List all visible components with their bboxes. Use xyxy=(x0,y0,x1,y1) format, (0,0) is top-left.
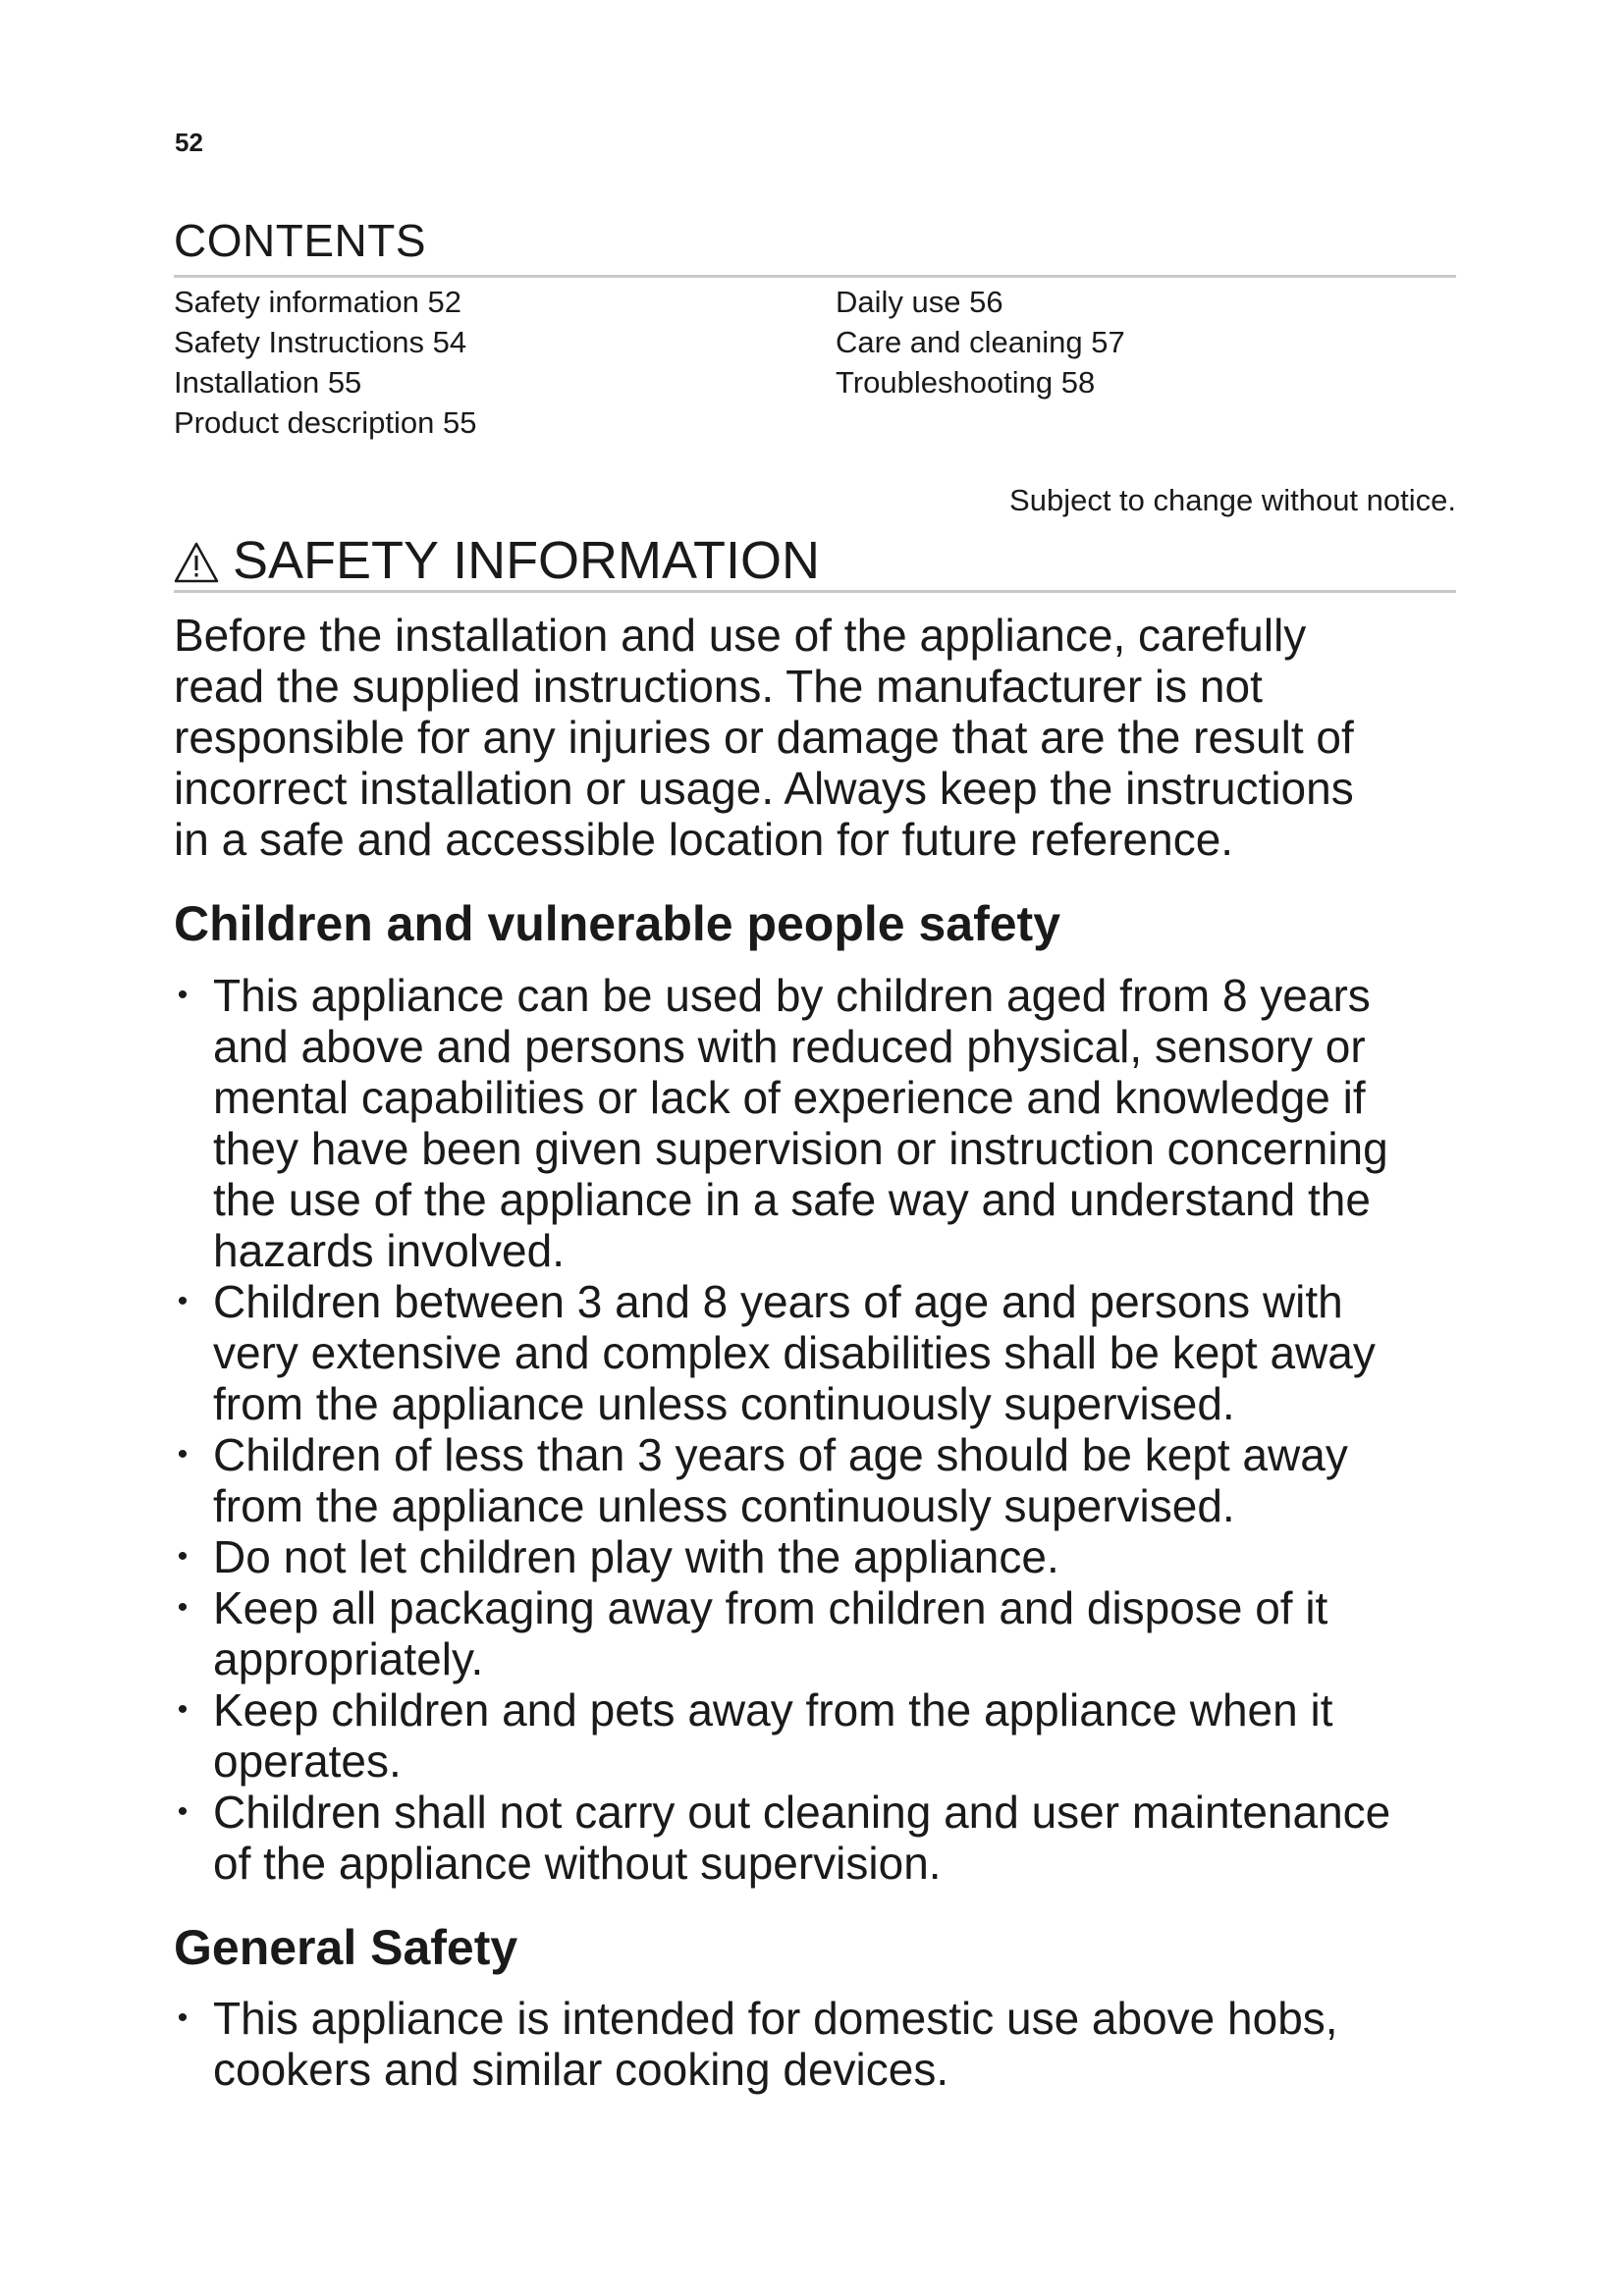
contents-title: CONTENTS xyxy=(174,215,426,266)
bullet-line: Children of less than 3 years of age should be kept away xyxy=(213,1429,1348,1480)
bullet-line: Children between 3 and 8 years of age and persons with xyxy=(213,1276,1343,1327)
bullet-line: appropriately. xyxy=(213,1633,484,1684)
bullet-line: the use of the appliance in a safe way and understand the xyxy=(213,1174,1371,1225)
general-safety-heading: General Safety xyxy=(174,1920,518,1975)
bullet-icon: • xyxy=(177,2002,189,2034)
bullet-line: of the appliance without supervision. xyxy=(213,1838,942,1889)
bullet-line: This appliance can be used by children aged from 8 years xyxy=(213,970,1371,1021)
bullet-line: Keep children and pets away from the appliance when it xyxy=(213,1684,1333,1735)
safety-information-title: SAFETY INFORMATION xyxy=(233,531,821,590)
bullet-line: cookers and similar cooking devices. xyxy=(213,2044,949,2095)
list-item xyxy=(172,970,1390,1276)
bullet-line: This appliance is intended for domestic use above hobs, xyxy=(213,1993,1338,2044)
bullet-line: Keep all packaging away from children and dispose of it xyxy=(213,1582,1328,1633)
bullet-line: from the appliance unless continuously supervised. xyxy=(213,1378,1235,1429)
toc-item[interactable]: Troubleshooting 58 xyxy=(836,365,1096,400)
bullet-icon: • xyxy=(177,1693,189,1726)
intro-line: in a safe and accessible location for future reference. xyxy=(174,814,1234,865)
list-item xyxy=(172,1787,1390,1889)
children-safety-list xyxy=(172,970,1390,1889)
intro-line: read the supplied instructions. The manufacturer is not xyxy=(174,661,1263,712)
bullet-line: operates. xyxy=(213,1735,402,1787)
intro-line: incorrect installation or usage. Always keep the instructions xyxy=(174,763,1354,814)
list-item xyxy=(172,1429,1390,1531)
toc-item[interactable]: Safety information 52 xyxy=(174,285,461,319)
bullet-line: mental capabilities or lack of experience and knowledge if xyxy=(213,1072,1366,1123)
bullet-icon: • xyxy=(177,1540,189,1573)
contents-divider xyxy=(174,275,1456,278)
page-number: 52 xyxy=(175,128,203,157)
list-item xyxy=(172,1276,1390,1429)
safety-information-heading xyxy=(174,530,820,591)
toc-item[interactable]: Care and cleaning 57 xyxy=(836,325,1125,359)
bullet-line: they have been given supervision or instruction concerning xyxy=(213,1123,1388,1174)
toc-item[interactable]: Daily use 56 xyxy=(836,285,1003,319)
bullet-icon: • xyxy=(177,1285,189,1317)
intro-line: responsible for any injuries or damage that are the result of xyxy=(174,712,1354,763)
bullet-icon: • xyxy=(177,1438,189,1470)
warning-triangle-icon xyxy=(174,542,219,583)
bullet-line: very extensive and complex disabilities shall be kept away xyxy=(213,1327,1376,1378)
list-item xyxy=(172,1684,1390,1787)
bullet-line: hazards involved. xyxy=(213,1225,565,1276)
toc-item[interactable]: Safety Instructions 54 xyxy=(174,325,467,359)
toc-right-column xyxy=(836,282,1125,402)
intro-line: Before the installation and use of the appliance, carefully xyxy=(174,610,1307,661)
change-notice: Subject to change without notice. xyxy=(1009,483,1456,517)
bullet-icon: • xyxy=(177,979,189,1011)
list-item xyxy=(172,1993,1338,2095)
safety-intro-paragraph xyxy=(174,610,1470,865)
safety-divider xyxy=(174,590,1456,593)
toc-left-column xyxy=(174,282,476,443)
children-safety-heading: Children and vulnerable people safety xyxy=(174,896,1061,951)
toc-item[interactable]: Installation 55 xyxy=(174,365,362,400)
toc-item[interactable]: Product description 55 xyxy=(174,405,477,440)
bullet-line: and above and persons with reduced physical, sensory or xyxy=(213,1021,1366,1072)
bullet-icon: • xyxy=(177,1795,189,1828)
bullet-line: from the appliance unless continuously supervised. xyxy=(213,1480,1235,1531)
general-safety-list xyxy=(172,1993,1338,2095)
list-item xyxy=(172,1531,1390,1582)
bullet-icon: • xyxy=(177,1591,189,1624)
bullet-line: Children shall not carry out cleaning and user maintenance xyxy=(213,1787,1391,1838)
bullet-line: Do not let children play with the appliance. xyxy=(213,1531,1059,1582)
list-item xyxy=(172,1582,1390,1684)
